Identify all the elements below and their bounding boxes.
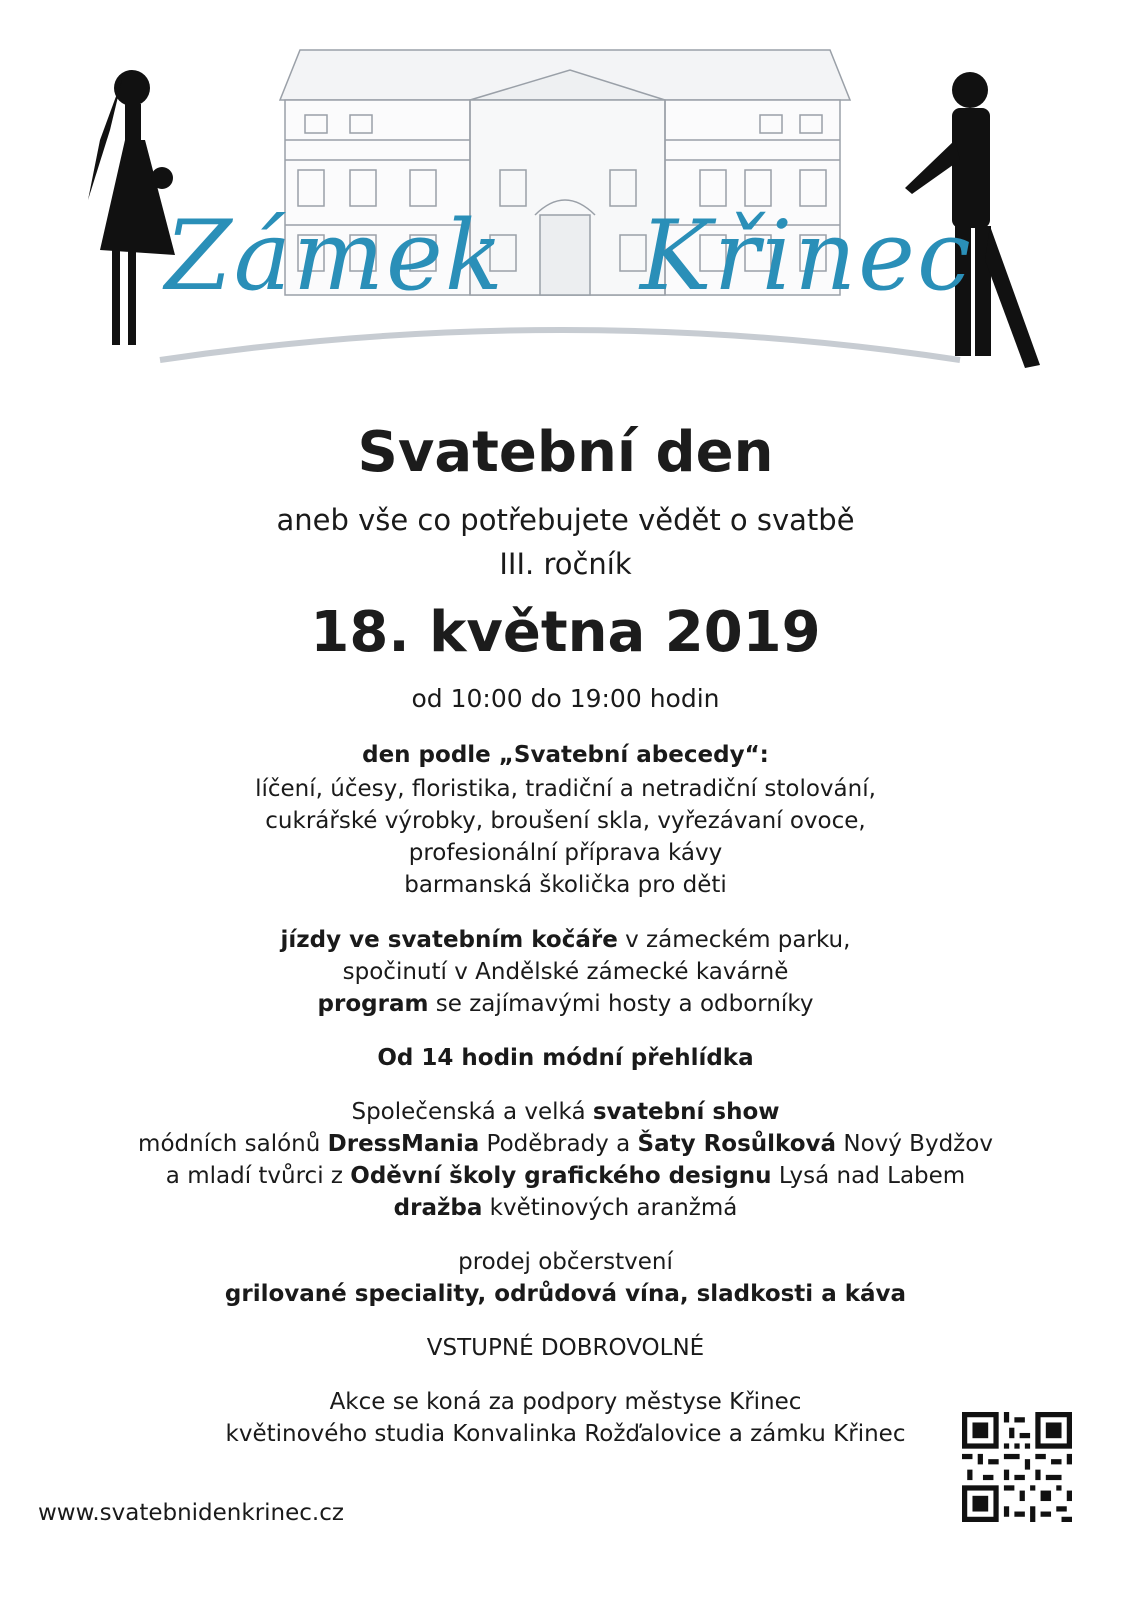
event-title: Svatební den [357,420,774,485]
show-line: Společenská a velká svatební show [351,1099,780,1125]
bride-silhouette [88,70,175,345]
school-line: a mladí tvůrci z Oděvní školy grafického designu Lysá nad Labem [165,1163,966,1189]
abeceda-line-4: barmanská školička pro děti [404,872,727,898]
abeceda-heading: den podle „Svatební abecedy“: [362,742,769,768]
event-date: 18. května 2019 [310,600,821,665]
cafe-line: spočinutí v Andělské zámecké kavárně [342,959,789,985]
abeceda-line-3: profesionální příprava kávy [408,840,723,866]
website-link[interactable]: www.svatebnidenkrinec.cz [38,1500,344,1526]
fashion-heading: Od 14 hodin módní přehlídka [377,1045,754,1071]
salons-line: módních salónů DressMania Poděbrady a Šaty Rosůlková Nový Bydžov [138,1131,993,1157]
qr-code-icon [962,1412,1072,1522]
food-items: grilované speciality, odrůdová vína, sladkosti a káva [224,1281,907,1307]
carriage-ride-line: jízdy ve svatebním kočáře v zámeckém parku, [280,927,851,953]
logo-word-krinec: Křinec [640,200,973,312]
program-line: program se zajímavými hosty a odborníky [317,991,814,1017]
event-hours: od 10:00 do 19:00 hodin [411,684,720,713]
logo-swoosh [160,330,960,360]
event-subtitle: aneb vše co potřebujete vědět o svatbě [276,503,855,537]
event-edition: III. ročník [499,547,632,581]
entry-fee: VSTUPNÉ DOBROVOLNÉ [426,1335,705,1361]
abeceda-line-2: cukrářské výrobky, broušení skla, vyřezávaní ovoce, [265,808,866,834]
abeceda-line-1: líčení, účesy, floristika, tradiční a netradiční stolování, [255,776,876,802]
logo-word-zamek: Zámek [165,200,505,312]
support-line-2: květinového studia Konvalinka Rožďalovice a zámku Křinec [225,1421,906,1447]
food-heading: prodej občerstvení [458,1249,673,1275]
auction-line: dražba květinových aranžmá [393,1195,738,1221]
support-line-1: Akce se koná za podpory městyse Křinec [329,1389,802,1415]
